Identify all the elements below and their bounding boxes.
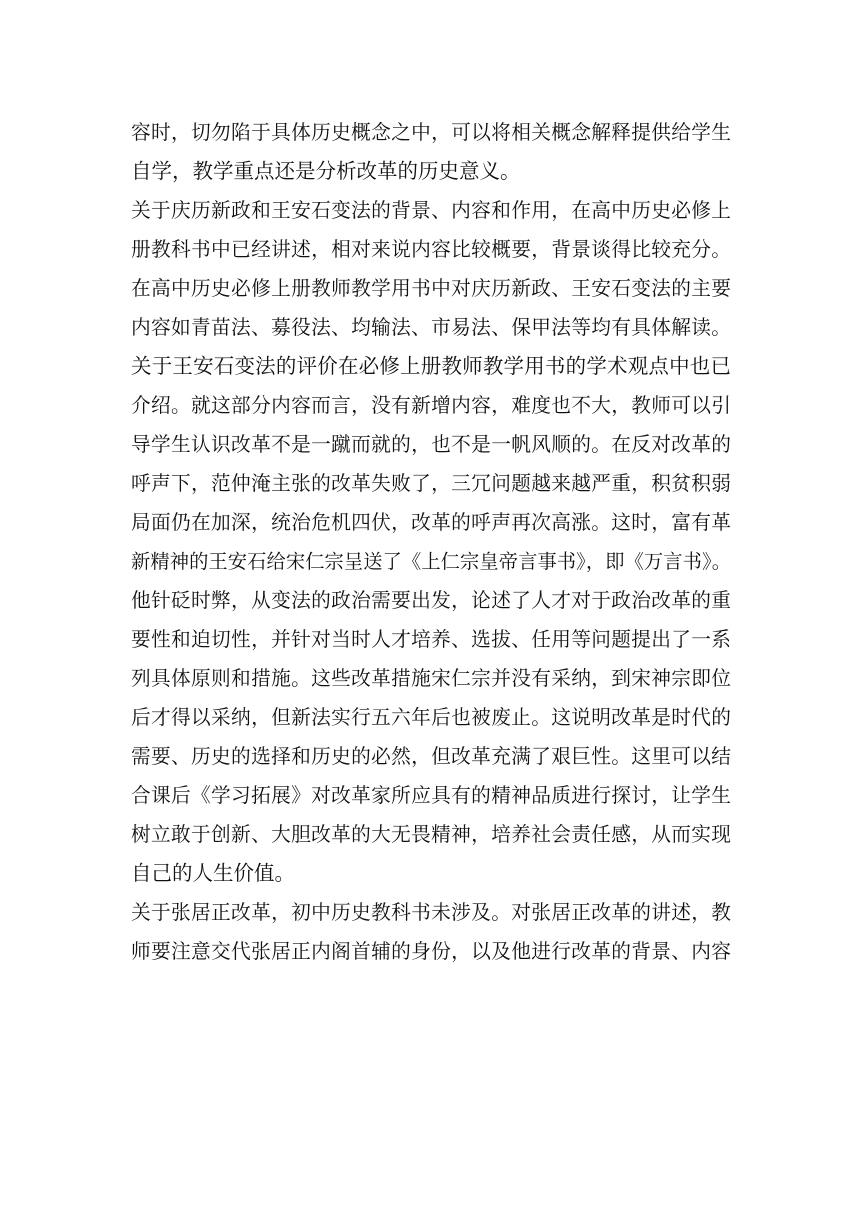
text-line: 关于庆历新政和王安石变法的背景、内容和作用，在高中历史必修上: [131, 199, 731, 222]
text-line: 树立敢于创新、大胆改革的大无畏精神，培养社会责任感，从而实现: [131, 823, 731, 846]
text-line: 介绍。就这部分内容而言，没有新增内容，难度也不大，教师可以引: [131, 394, 731, 417]
text-line: 在高中历史必修上册教师教学用书中对庆历新政、王安石变法的主要: [131, 277, 731, 300]
text-line: 自学，教学重点还是分析改革的历史意义。: [131, 159, 521, 183]
text-line: 关于王安石变法的评价在必修上册教师教学用书的学术观点中也已: [131, 354, 731, 378]
text-line: 容时，切勿陷于具体历史概念之中，可以将相关概念解释提供给学生: [131, 121, 731, 144]
text-line: 局面仍在加深，统治危机四伏，改革的呼声再次高涨。这时，富有革: [131, 511, 731, 534]
text-line: 内容如青苗法、募役法、均输法、市易法、保甲法等均有具体解读。: [131, 316, 731, 339]
text-line: 师要注意交代张居正内阁首辅的身份，以及他进行改革的背景、内容: [131, 940, 731, 963]
text-line: 新精神的王安石给宋仁宗呈送了《上仁宗皇帝言事书》，即《万言书》。: [131, 550, 731, 573]
text-line: 合课后《学习拓展》对改革家所应具有的精神品质进行探讨，让学生: [131, 784, 731, 807]
text-line: 列具体原则和措施。这些改革措施宋仁宗并没有采纳，到宋神宗即位: [131, 667, 731, 690]
text-line: 他针砭时弊，从变法的政治需要出发，论述了人才对于政治改革的重: [131, 589, 731, 612]
text-line: 呼声下，范仲淹主张的改革失败了，三冗问题越来越严重，积贫积弱: [131, 472, 731, 495]
text-line: 自己的人生价值。: [131, 861, 295, 885]
text-line: 关于张居正改革，初中历史教科书未涉及。对张居正改革的讲述，教: [131, 901, 731, 924]
text-line: 要性和迫切性，并针对当时人才培养、选拔、任用等问题提出了一系: [131, 628, 731, 651]
text-line: 册教科书中已经讲述，相对来说内容比较概要，背景谈得比较充分。: [131, 238, 731, 261]
body-text: [131, 113, 731, 971]
text-line: 需要、历史的选择和历史的必然，但改革充满了艰巨性。这里可以结: [131, 745, 731, 768]
text-line: 后才得以采纳，但新法实行五六年后也被废止。这说明改革是时代的: [131, 706, 731, 729]
text-line: 导学生认识改革不是一蹴而就的，也不是一帆风顺的。在反对改革的: [131, 433, 731, 456]
